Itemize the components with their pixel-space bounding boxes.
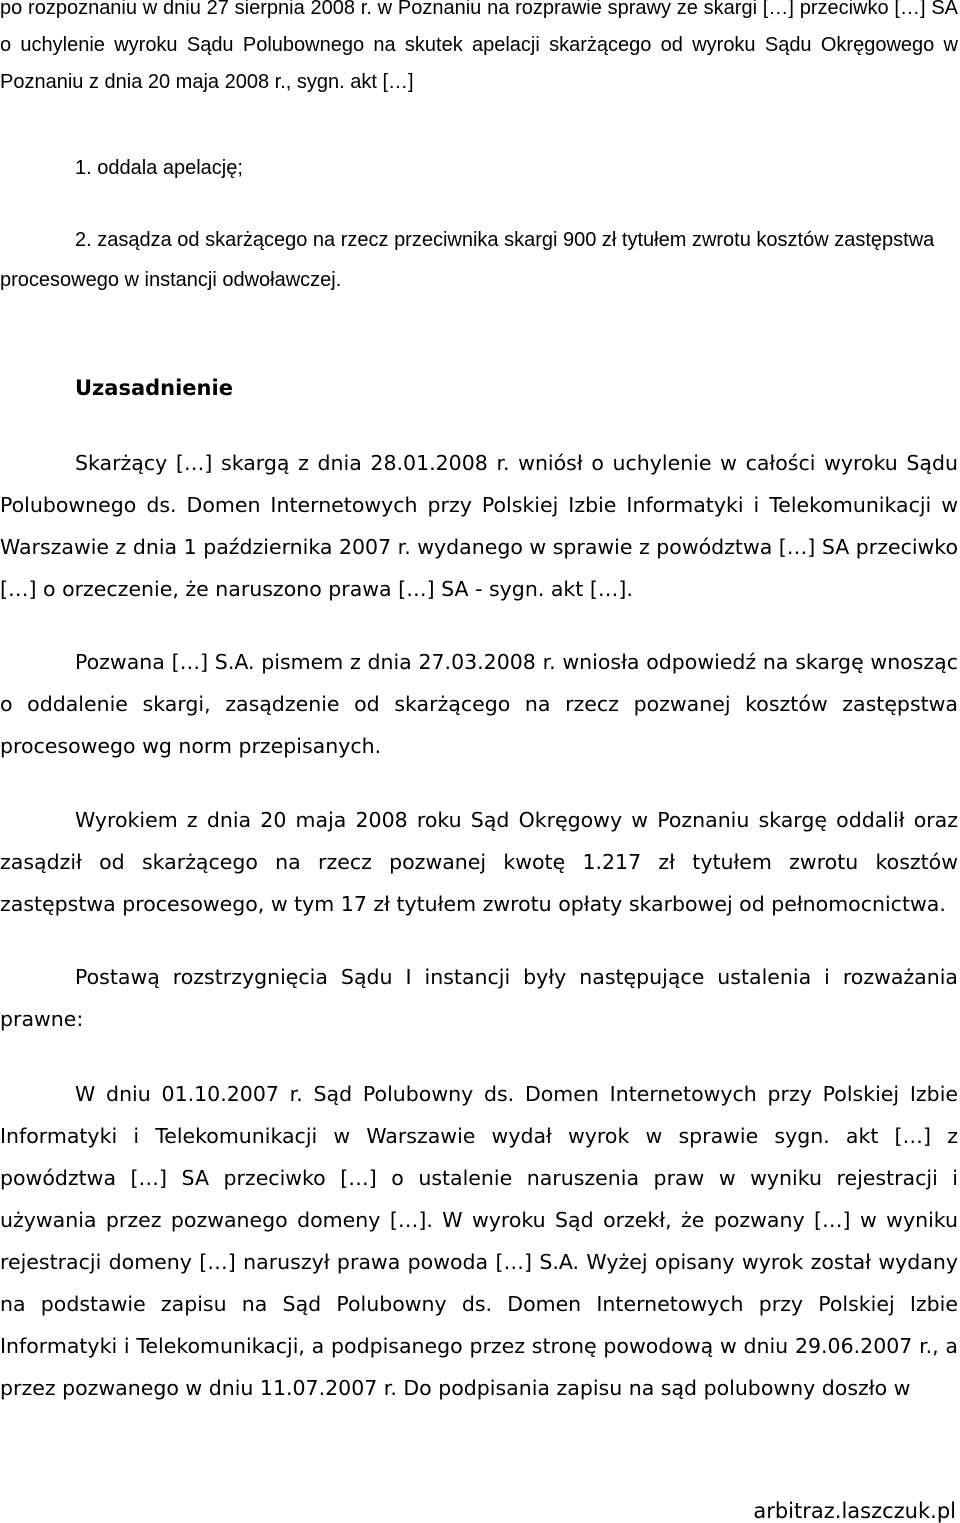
paragraph-judgment: Wyrokiem z dnia 20 maja 2008 roku Sąd Okręgowy w Poznaniu skargę oddalił oraz zasądził od skarżącego na rzecz pozwanej kwotę 1.217 zł tytułem zwrotu kosztów zastępstwa procesowego, w tym 17 zł tytułem zwrotu opłaty skarbowej od pełnomocnictwa. bbox=[0, 808, 958, 916]
paragraph-findings-intro: Postawą rozstrzygnięcia Sądu I instancji były następujące ustalenia i rozważania prawne: bbox=[0, 965, 958, 1031]
paragraph-response: Pozwana […] S.A. pismem z dnia 27.03.2008 r. wniosła odpowiedź na skargę wnosząc o oddalenie skargi, zasądzenie od skarżącego na rzecz pozwanej kosztów zastępstwa procesowego wg norm przepisanych. bbox=[0, 650, 958, 758]
ruling-item-1 bbox=[0, 148, 958, 188]
section-heading: Uzasadnienie bbox=[75, 376, 233, 400]
ruling-item-1-text: 1. oddala apelację; bbox=[75, 157, 243, 179]
paragraph-complaint: Skarżący […] skargą z dnia 28.01.2008 r. wniósł o uchylenie w całości wyroku Sądu Polubownego ds. Domen Internetowych przy Polskiej Izbie Informatyki i Telekomunikacji w Warszawie z dnia 1 października 2007 r. wydanego w sprawie z powództwa […] SA przeciwko […] o orzeczenie, że naruszono prawa […] SA - sygn. akt […]. bbox=[0, 451, 958, 601]
paragraph-facts: W dniu 01.10.2007 r. Sąd Polubowny ds. Domen Internetowych przy Polskiej Izbie Informatyki i Telekomunikacji w Warszawie wydał wyrok w sprawie sygn. akt […] z powództwa […] SA przeciwko […] o ustalenie naruszenia praw w wyniku rejestracji i używania przez pozwanego domeny […]. W wyroku Sąd orzekł, że pozwany […] w wyniku rejestracji domeny […] naruszył prawa powoda […] S.A. Wyżej opisany wyrok został wydany na podstawie zapisu na Sąd Polubowny ds. Domen Internetowych przy Polskiej Izbie Informatyki i Telekomunikacji, a podpisanego przez stronę powodową w dniu 29.06.2007 r., a przez pozwanego w dniu 11.07.2007 r. Do podpisania zapisu na sąd polubowny doszło w bbox=[0, 1082, 958, 1400]
ruling-item-2: 2. zasądza od skarżącego na rzecz przeciwnika skargi 900 zł tytułem zwrotu kosztów zastępstwa procesowego w instancji odwoławczej. bbox=[0, 229, 935, 291]
intro-paragraph: po rozpoznaniu w dniu 27 sierpnia 2008 r. w Poznaniu na rozprawie sprawy ze skargi […] przeciwko […] SA o uchylenie wyroku Sądu Polubownego na skutek apelacji skarżącego od wyroku Sądu Okręgowego w Poznaniu z dnia 20 maja 2008 r., sygn. akt […] bbox=[0, 0, 958, 93]
footer-source: arbitraz.laszczuk.pl bbox=[753, 1499, 956, 1523]
